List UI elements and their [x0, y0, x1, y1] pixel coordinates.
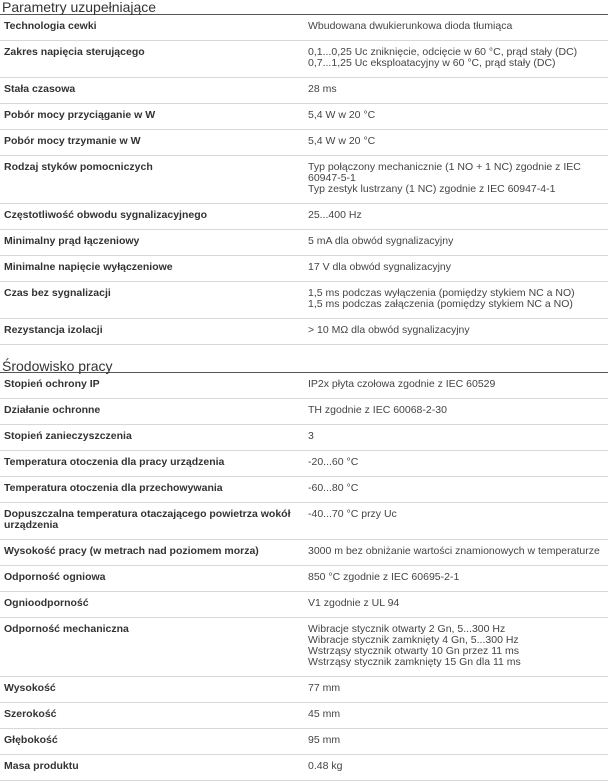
spec-row — [0, 130, 608, 156]
spec-value: 5,4 W w 20 °C — [304, 104, 608, 130]
spec-label: Pobór mocy trzymanie w W — [0, 130, 304, 156]
spec-label: Wysokość pracy (w metrach nad poziomem morza) — [0, 540, 304, 566]
section-0 — [0, 0, 608, 345]
spec-row — [0, 703, 608, 729]
spec-row — [0, 566, 608, 592]
spec-value: 3 — [304, 425, 608, 451]
spec-value: -20...60 °C — [304, 451, 608, 477]
spec-value: Typ połączony mechanicznie (1 NO + 1 NC) zgodnie z IEC 60947-5-1 Typ zestyk lustrzany (1 NC) zgodnie z IEC 60947-4-1 — [304, 156, 608, 204]
spec-label: Temperatura otoczenia dla przechowywania — [0, 477, 304, 503]
spec-label: Odporność ogniowa — [0, 566, 304, 592]
spec-row — [0, 755, 608, 781]
spec-row — [0, 78, 608, 104]
spec-row — [0, 729, 608, 755]
spec-value: 5,4 W w 20 °C — [304, 130, 608, 156]
spec-label: Minimalne napięcie wyłączeniowe — [0, 256, 304, 282]
spec-row — [0, 256, 608, 282]
spec-value: > 10 MΩ dla obwód sygnalizacyjny — [304, 319, 608, 345]
spec-value: 17 V dla obwód sygnalizacyjny — [304, 256, 608, 282]
spec-row — [0, 319, 608, 345]
spec-value: 5 mA dla obwód sygnalizacyjny — [304, 230, 608, 256]
spec-label: Rezystancja izolacji — [0, 319, 304, 345]
spec-row — [0, 425, 608, 451]
spec-label: Szerokość — [0, 703, 304, 729]
spec-row — [0, 156, 608, 204]
section-1 — [0, 355, 608, 781]
spec-value: TH zgodnie z IEC 60068-2-30 — [304, 399, 608, 425]
spec-row — [0, 399, 608, 425]
spec-row — [0, 540, 608, 566]
spec-value: 28 ms — [304, 78, 608, 104]
spec-row — [0, 373, 608, 399]
spec-row — [0, 618, 608, 677]
spec-row — [0, 503, 608, 540]
section-title: Środowisko pracy — [0, 355, 608, 373]
spec-row — [0, 451, 608, 477]
spec-row — [0, 282, 608, 319]
spec-label: Pobór mocy przyciąganie w W — [0, 104, 304, 130]
spec-label: Masa produktu — [0, 755, 304, 781]
spec-label: Rodzaj styków pomocniczych — [0, 156, 304, 204]
spec-label: Ognioodporność — [0, 592, 304, 618]
spec-row — [0, 677, 608, 703]
spec-row — [0, 477, 608, 503]
spec-label: Stała czasowa — [0, 78, 304, 104]
spec-label: Dopuszczalna temperatura otaczającego powietrza wokół urządzenia — [0, 503, 304, 540]
spec-value: 95 mm — [304, 729, 608, 755]
spec-label: Temperatura otoczenia dla pracy urządzenia — [0, 451, 304, 477]
spec-value: 1,5 ms podczas wyłączenia (pomiędzy stykiem NC a NO) 1,5 ms podczas załączenia (pomiędzy stykiem NC a NO) — [304, 282, 608, 319]
spec-value: 45 mm — [304, 703, 608, 729]
spec-value: 0.48 kg — [304, 755, 608, 781]
spec-row — [0, 592, 608, 618]
spec-row — [0, 104, 608, 130]
spec-label: Zakres napięcia sterującego — [0, 41, 304, 78]
spec-row — [0, 41, 608, 78]
spec-label: Stopień zanieczyszczenia — [0, 425, 304, 451]
spec-value: 0,1...0,25 Uc zniknięcie, odcięcie w 60 °C, prąd stały (DC) 0,7...1,25 Uc eksploatacyjny w 60 °C, prąd stały (DC) — [304, 41, 608, 78]
spec-value: -40...70 °C przy Uc — [304, 503, 608, 540]
spec-label: Minimalny prąd łączeniowy — [0, 230, 304, 256]
spec-value: 77 mm — [304, 677, 608, 703]
spec-table — [0, 373, 608, 781]
spec-label: Częstotliwość obwodu sygnalizacyjnego — [0, 204, 304, 230]
spec-value: 25...400 Hz — [304, 204, 608, 230]
spec-value: 3000 m bez obniżanie wartości znamionowych w temperaturze — [304, 540, 608, 566]
spec-row — [0, 230, 608, 256]
spec-label: Odporność mechaniczna — [0, 618, 304, 677]
spec-label: Głębokość — [0, 729, 304, 755]
spec-row — [0, 204, 608, 230]
spec-label: Działanie ochronne — [0, 399, 304, 425]
spec-label: Czas bez sygnalizacji — [0, 282, 304, 319]
spec-value: V1 zgodnie z UL 94 — [304, 592, 608, 618]
spec-value: 850 °C zgodnie z IEC 60695-2-1 — [304, 566, 608, 592]
section-title: Parametry uzupełniające — [0, 0, 608, 15]
spec-table — [0, 15, 608, 345]
spec-row — [0, 15, 608, 41]
spec-value: IP2x płyta czołowa zgodnie z IEC 60529 — [304, 373, 608, 399]
spec-label: Stopień ochrony IP — [0, 373, 304, 399]
spec-value: Wibracje stycznik otwarty 2 Gn, 5...300 Hz Wibracje stycznik zamknięty 4 Gn, 5...300 Hz Wstrząsy stycznik otwarty 10 Gn przez 11 ms Wstrząsy stycznik zamknięty 15 Gn dla 11 ms — [304, 618, 608, 677]
spec-value: Wbudowana dwukierunkowa dioda tłumiąca — [304, 15, 608, 41]
spec-value: -60...80 °C — [304, 477, 608, 503]
spec-label: Wysokość — [0, 677, 304, 703]
spec-label: Technologia cewki — [0, 15, 304, 41]
